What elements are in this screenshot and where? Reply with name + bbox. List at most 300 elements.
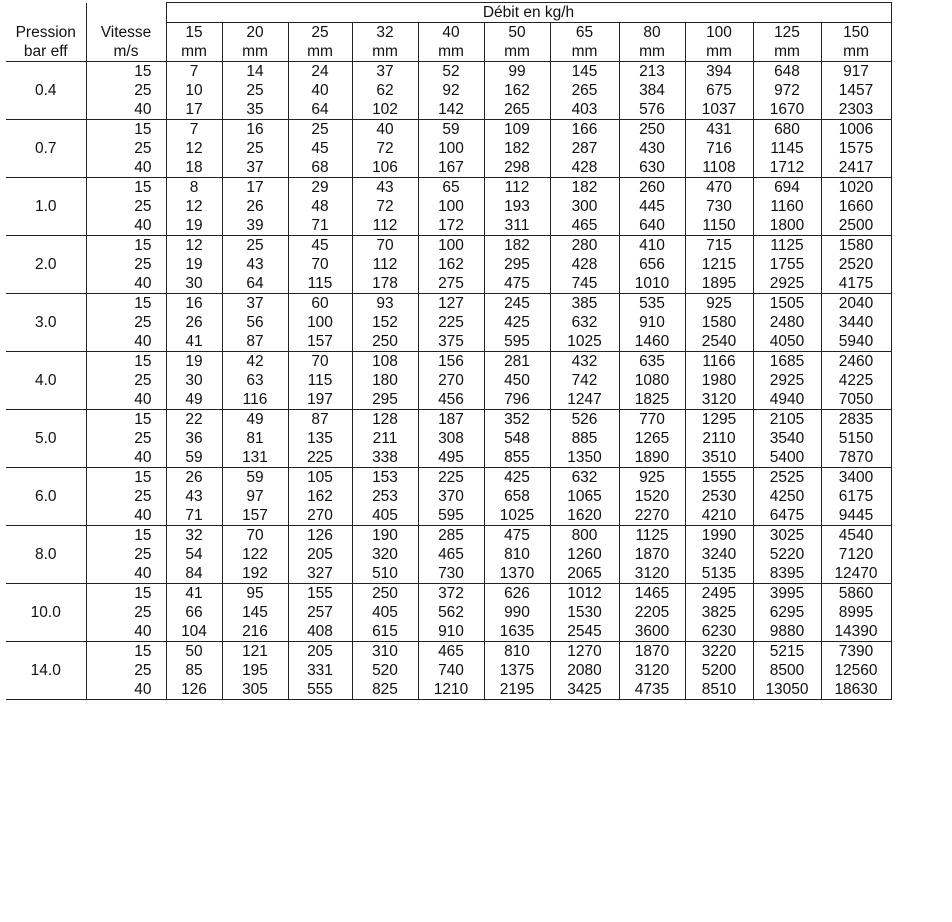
flow-value-cell: 270 (418, 371, 484, 390)
flow-value-cell: 730 (418, 564, 484, 584)
flow-value-cell: 26 (166, 468, 222, 488)
flow-value-cell: 1520 (619, 487, 685, 506)
pressure-cell: 8.0 (6, 526, 86, 584)
flow-value-cell: 104 (166, 622, 222, 642)
flow-value-cell: 715 (685, 236, 753, 256)
table-row (6, 100, 891, 120)
flow-value-cell: 62 (352, 81, 418, 100)
table-row (6, 139, 891, 158)
flow-value-cell: 1160 (753, 197, 821, 216)
flow-value-cell: 1575 (821, 139, 891, 158)
flow-value-cell: 2495 (685, 584, 753, 604)
flow-value-cell: 193 (484, 197, 550, 216)
flow-value-cell: 615 (352, 622, 418, 642)
table-row (6, 120, 891, 140)
flow-value-cell: 6175 (821, 487, 891, 506)
speed-cell: 25 (86, 603, 166, 622)
flow-value-cell: 145 (550, 62, 619, 82)
flow-value-cell: 2925 (753, 371, 821, 390)
flow-value-cell: 680 (753, 120, 821, 140)
flow-value-cell: 182 (484, 139, 550, 158)
flow-value-cell: 925 (619, 468, 685, 488)
flow-value-cell: 100 (418, 197, 484, 216)
flow-value-cell: 308 (418, 429, 484, 448)
flow-value-cell: 810 (484, 545, 550, 564)
flow-value-cell: 1465 (619, 584, 685, 604)
flow-value-cell: 450 (484, 371, 550, 390)
flow-value-cell: 3540 (753, 429, 821, 448)
flow-value-cell: 1125 (753, 236, 821, 256)
flow-value-cell: 97 (222, 487, 288, 506)
flow-value-cell: 1265 (619, 429, 685, 448)
flow-value-cell: 205 (288, 642, 352, 662)
flow-value-cell: 9445 (821, 506, 891, 526)
flow-value-cell: 425 (484, 468, 550, 488)
flow-value-cell: 172 (418, 216, 484, 236)
flow-value-cell: 29 (288, 178, 352, 198)
diameter-unit-cell: mm (550, 42, 619, 62)
table-row (6, 545, 891, 564)
flow-value-cell: 535 (619, 294, 685, 314)
flow-value-cell: 1670 (753, 100, 821, 120)
table-row (6, 255, 891, 274)
flow-value-cell: 4225 (821, 371, 891, 390)
flow-value-cell: 3120 (685, 390, 753, 410)
flow-value-cell: 7050 (821, 390, 891, 410)
flow-value-cell: 105 (288, 468, 352, 488)
flow-value-cell: 156 (418, 352, 484, 372)
flow-value-cell: 855 (484, 448, 550, 468)
flow-value-cell: 403 (550, 100, 619, 120)
flow-value-cell: 17 (166, 100, 222, 120)
flow-value-cell: 445 (619, 197, 685, 216)
speed-cell: 15 (86, 294, 166, 314)
flow-value-cell: 162 (288, 487, 352, 506)
flow-value-cell: 43 (222, 255, 288, 274)
flow-value-cell: 300 (550, 197, 619, 216)
flow-value-cell: 384 (619, 81, 685, 100)
flow-value-cell: 100 (418, 139, 484, 158)
flow-value-cell: 630 (619, 158, 685, 178)
flow-value-cell: 162 (484, 81, 550, 100)
flow-rate-table-container (6, 2, 892, 700)
flow-value-cell: 45 (288, 236, 352, 256)
flow-value-cell: 656 (619, 255, 685, 274)
pressure-block (6, 642, 891, 700)
flow-value-cell: 917 (821, 62, 891, 82)
speed-cell: 15 (86, 642, 166, 662)
flow-value-cell: 7120 (821, 545, 891, 564)
flow-value-cell: 3120 (619, 564, 685, 584)
flow-value-cell: 39 (222, 216, 288, 236)
table-row (6, 468, 891, 488)
pressure-cell: 10.0 (6, 584, 86, 642)
flow-value-cell: 281 (484, 352, 550, 372)
pressure-header-label: Pression (6, 23, 86, 43)
flow-value-cell: 1215 (685, 255, 753, 274)
diameter-unit-cell: mm (222, 42, 288, 62)
flow-value-cell: 22 (166, 410, 222, 430)
pressure-block (6, 178, 891, 236)
speed-cell: 25 (86, 487, 166, 506)
pressure-cell: 4.0 (6, 352, 86, 410)
table-row (6, 680, 891, 700)
flow-value-cell: 37 (222, 158, 288, 178)
table-row (6, 642, 891, 662)
flow-value-cell: 35 (222, 100, 288, 120)
pressure-block (6, 62, 891, 120)
diameter-unit-cell: mm (166, 42, 222, 62)
flow-value-cell: 465 (418, 642, 484, 662)
flow-value-cell: 43 (166, 487, 222, 506)
flow-value-cell: 19 (166, 216, 222, 236)
flow-value-cell: 1890 (619, 448, 685, 468)
flow-value-cell: 155 (288, 584, 352, 604)
table-row (6, 448, 891, 468)
table-row (6, 661, 891, 680)
flow-value-cell: 24 (288, 62, 352, 82)
flow-value-cell: 405 (352, 603, 418, 622)
flow-value-cell: 3025 (753, 526, 821, 546)
flow-value-cell: 71 (288, 216, 352, 236)
pressure-cell: 14.0 (6, 642, 86, 700)
flow-value-cell: 1580 (821, 236, 891, 256)
flow-value-cell: 100 (288, 313, 352, 332)
flow-value-cell: 48 (288, 197, 352, 216)
table-row (6, 62, 891, 82)
flow-value-cell: 70 (288, 352, 352, 372)
table-row (6, 178, 891, 198)
diameter-unit-cell: mm (753, 42, 821, 62)
diameter-header-cell: 25 (288, 23, 352, 43)
flow-value-cell: 1037 (685, 100, 753, 120)
flow-value-cell: 648 (753, 62, 821, 82)
speed-cell: 40 (86, 274, 166, 294)
flow-value-cell: 972 (753, 81, 821, 100)
flow-value-cell: 12 (166, 139, 222, 158)
flow-value-cell: 84 (166, 564, 222, 584)
flow-value-cell: 16 (222, 120, 288, 140)
flow-value-cell: 109 (484, 120, 550, 140)
flow-value-cell: 19 (166, 255, 222, 274)
flow-value-cell: 41 (166, 332, 222, 352)
flow-value-cell: 70 (222, 526, 288, 546)
flow-value-cell: 162 (418, 255, 484, 274)
corner-blank-cell (86, 3, 166, 23)
flow-value-cell: 142 (418, 100, 484, 120)
flow-value-cell: 64 (222, 274, 288, 294)
flow-value-cell: 1620 (550, 506, 619, 526)
flow-value-cell: 14390 (821, 622, 891, 642)
flow-value-cell: 275 (418, 274, 484, 294)
diameter-unit-cell: mm (619, 42, 685, 62)
flow-value-cell: 1800 (753, 216, 821, 236)
speed-cell: 40 (86, 100, 166, 120)
flow-value-cell: 25 (222, 236, 288, 256)
flow-value-cell: 1580 (685, 313, 753, 332)
flow-value-cell: 5400 (753, 448, 821, 468)
flow-value-cell: 12 (166, 197, 222, 216)
flow-value-cell: 338 (352, 448, 418, 468)
flow-value-cell: 250 (619, 120, 685, 140)
flow-value-cell: 59 (418, 120, 484, 140)
flow-value-cell: 12470 (821, 564, 891, 584)
flow-value-cell: 2480 (753, 313, 821, 332)
pressure-cell: 5.0 (6, 410, 86, 468)
pressure-block (6, 294, 891, 352)
speed-cell: 25 (86, 139, 166, 158)
flow-value-cell: 17 (222, 178, 288, 198)
flow-value-cell: 1145 (753, 139, 821, 158)
flow-value-cell: 1350 (550, 448, 619, 468)
speed-cell: 15 (86, 236, 166, 256)
flow-value-cell: 675 (685, 81, 753, 100)
flow-value-cell: 331 (288, 661, 352, 680)
table-row (6, 197, 891, 216)
flow-value-cell: 432 (550, 352, 619, 372)
flow-value-cell: 1270 (550, 642, 619, 662)
flow-value-cell: 7 (166, 62, 222, 82)
flow-value-cell: 470 (685, 178, 753, 198)
pressure-cell: 0.4 (6, 62, 86, 120)
flow-value-cell: 65 (418, 178, 484, 198)
flow-value-cell: 595 (484, 332, 550, 352)
flow-value-cell: 295 (484, 255, 550, 274)
flow-value-cell: 8995 (821, 603, 891, 622)
flow-value-cell: 108 (352, 352, 418, 372)
flow-value-cell: 1150 (685, 216, 753, 236)
flow-value-cell: 265 (550, 81, 619, 100)
speed-cell: 25 (86, 429, 166, 448)
pressure-block (6, 120, 891, 178)
flow-value-cell: 260 (619, 178, 685, 198)
flow-value-cell: 257 (288, 603, 352, 622)
flow-value-cell: 3600 (619, 622, 685, 642)
flow-value-cell: 9880 (753, 622, 821, 642)
table-row (6, 603, 891, 622)
flow-value-cell: 8395 (753, 564, 821, 584)
flow-value-cell: 2417 (821, 158, 891, 178)
diameter-header-cell: 15 (166, 23, 222, 43)
flow-value-cell: 910 (619, 313, 685, 332)
flow-value-cell: 167 (418, 158, 484, 178)
flow-value-cell: 166 (550, 120, 619, 140)
flow-value-cell: 408 (288, 622, 352, 642)
flow-value-cell: 1530 (550, 603, 619, 622)
flow-value-cell: 431 (685, 120, 753, 140)
flow-value-cell: 1870 (619, 642, 685, 662)
flow-value-cell: 157 (288, 332, 352, 352)
flow-value-cell: 26 (166, 313, 222, 332)
flow-value-cell: 187 (418, 410, 484, 430)
flow-value-cell: 7 (166, 120, 222, 140)
flow-value-cell: 742 (550, 371, 619, 390)
flow-value-cell: 14 (222, 62, 288, 82)
flow-value-cell: 25 (222, 139, 288, 158)
flow-value-cell: 40 (288, 81, 352, 100)
speed-cell: 15 (86, 410, 166, 430)
diameter-header-cell: 65 (550, 23, 619, 43)
flow-rate-title: Débit en kg/h (166, 3, 891, 23)
flow-value-cell: 59 (222, 468, 288, 488)
flow-value-cell: 405 (352, 506, 418, 526)
speed-cell: 40 (86, 680, 166, 700)
flow-value-cell: 1375 (484, 661, 550, 680)
flow-value-cell: 1685 (753, 352, 821, 372)
flow-value-cell: 510 (352, 564, 418, 584)
flow-value-cell: 30 (166, 274, 222, 294)
flow-value-cell: 1006 (821, 120, 891, 140)
flow-value-cell: 8 (166, 178, 222, 198)
flow-value-cell: 99 (484, 62, 550, 82)
flow-value-cell: 2460 (821, 352, 891, 372)
diameter-unit-cell: mm (352, 42, 418, 62)
flow-value-cell: 26 (222, 197, 288, 216)
flow-value-cell: 825 (352, 680, 418, 700)
flow-value-cell: 1108 (685, 158, 753, 178)
table-row (6, 410, 891, 430)
speed-cell: 15 (86, 584, 166, 604)
flow-value-cell: 205 (288, 545, 352, 564)
corner-blank-cell (6, 3, 86, 23)
flow-value-cell: 1895 (685, 274, 753, 294)
flow-value-cell: 295 (352, 390, 418, 410)
flow-value-cell: 12 (166, 236, 222, 256)
flow-value-cell: 394 (685, 62, 753, 82)
flow-value-cell: 730 (685, 197, 753, 216)
speed-cell: 25 (86, 255, 166, 274)
flow-value-cell: 885 (550, 429, 619, 448)
flow-value-cell: 52 (418, 62, 484, 82)
flow-value-cell: 72 (352, 197, 418, 216)
flow-value-cell: 112 (484, 178, 550, 198)
pressure-cell: 2.0 (6, 236, 86, 294)
speed-cell: 25 (86, 81, 166, 100)
flow-value-cell: 270 (288, 506, 352, 526)
flow-value-cell: 87 (288, 410, 352, 430)
flow-value-cell: 3825 (685, 603, 753, 622)
flow-value-cell: 640 (619, 216, 685, 236)
speed-cell: 40 (86, 622, 166, 642)
flow-value-cell: 990 (484, 603, 550, 622)
diameter-header-cell: 125 (753, 23, 821, 43)
speed-cell: 15 (86, 526, 166, 546)
flow-value-cell: 100 (418, 236, 484, 256)
flow-value-cell: 285 (418, 526, 484, 546)
flow-value-cell: 1460 (619, 332, 685, 352)
flow-value-cell: 298 (484, 158, 550, 178)
speed-cell: 15 (86, 120, 166, 140)
flow-value-cell: 13050 (753, 680, 821, 700)
flow-value-cell: 12560 (821, 661, 891, 680)
flow-value-cell: 70 (288, 255, 352, 274)
diameter-header-cell: 80 (619, 23, 685, 43)
flow-value-cell: 7870 (821, 448, 891, 468)
flow-value-cell: 54 (166, 545, 222, 564)
flow-value-cell: 49 (166, 390, 222, 410)
flow-value-cell: 106 (352, 158, 418, 178)
flow-value-cell: 2925 (753, 274, 821, 294)
table-row (6, 564, 891, 584)
flow-value-cell: 626 (484, 584, 550, 604)
diameter-header-cell: 20 (222, 23, 288, 43)
flow-value-cell: 81 (222, 429, 288, 448)
flow-value-cell: 2105 (753, 410, 821, 430)
flow-value-cell: 63 (222, 371, 288, 390)
diameter-header-cell: 100 (685, 23, 753, 43)
flow-value-cell: 576 (619, 100, 685, 120)
flow-value-cell: 1025 (484, 506, 550, 526)
speed-cell: 40 (86, 390, 166, 410)
flow-value-cell: 2110 (685, 429, 753, 448)
flow-value-cell: 1065 (550, 487, 619, 506)
table-row (6, 526, 891, 546)
flow-value-cell: 18 (166, 158, 222, 178)
flow-value-cell: 115 (288, 371, 352, 390)
flow-value-cell: 311 (484, 216, 550, 236)
flow-value-cell: 18630 (821, 680, 891, 700)
table-row (6, 274, 891, 294)
flow-value-cell: 197 (288, 390, 352, 410)
flow-value-cell: 372 (418, 584, 484, 604)
flow-value-cell: 131 (222, 448, 288, 468)
flow-value-cell: 1635 (484, 622, 550, 642)
speed-cell: 40 (86, 564, 166, 584)
flow-value-cell: 1755 (753, 255, 821, 274)
flow-value-cell: 10 (166, 81, 222, 100)
table-row (6, 236, 891, 256)
flow-value-cell: 520 (352, 661, 418, 680)
flow-value-cell: 1247 (550, 390, 619, 410)
flow-value-cell: 49 (222, 410, 288, 430)
flow-value-cell: 1080 (619, 371, 685, 390)
flow-value-cell: 475 (484, 526, 550, 546)
flow-value-cell: 126 (288, 526, 352, 546)
flow-value-cell: 555 (288, 680, 352, 700)
flow-value-cell: 253 (352, 487, 418, 506)
flow-value-cell: 36 (166, 429, 222, 448)
flow-value-cell: 37 (222, 294, 288, 314)
flow-value-cell: 5200 (685, 661, 753, 680)
diameter-unit-cell: mm (685, 42, 753, 62)
flow-value-cell: 4735 (619, 680, 685, 700)
flow-value-cell: 68 (288, 158, 352, 178)
flow-value-cell: 1025 (550, 332, 619, 352)
flow-value-cell: 250 (352, 584, 418, 604)
flow-value-cell: 595 (418, 506, 484, 526)
flow-value-cell: 25 (222, 81, 288, 100)
flow-value-cell: 87 (222, 332, 288, 352)
diameter-unit-cell: mm (484, 42, 550, 62)
flow-value-cell: 115 (288, 274, 352, 294)
flow-value-cell: 3220 (685, 642, 753, 662)
flow-value-cell: 1505 (753, 294, 821, 314)
flow-value-cell: 428 (550, 158, 619, 178)
table-row (6, 81, 891, 100)
flow-value-cell: 632 (550, 468, 619, 488)
flow-value-cell: 3240 (685, 545, 753, 564)
flow-value-cell: 632 (550, 313, 619, 332)
header-title-row (6, 3, 891, 23)
flow-value-cell: 7390 (821, 642, 891, 662)
flow-value-cell: 4940 (753, 390, 821, 410)
speed-cell: 15 (86, 352, 166, 372)
flow-value-cell: 2500 (821, 216, 891, 236)
flow-value-cell: 72 (352, 139, 418, 158)
speed-cell: 40 (86, 506, 166, 526)
speed-cell: 40 (86, 332, 166, 352)
flow-value-cell: 5135 (685, 564, 753, 584)
